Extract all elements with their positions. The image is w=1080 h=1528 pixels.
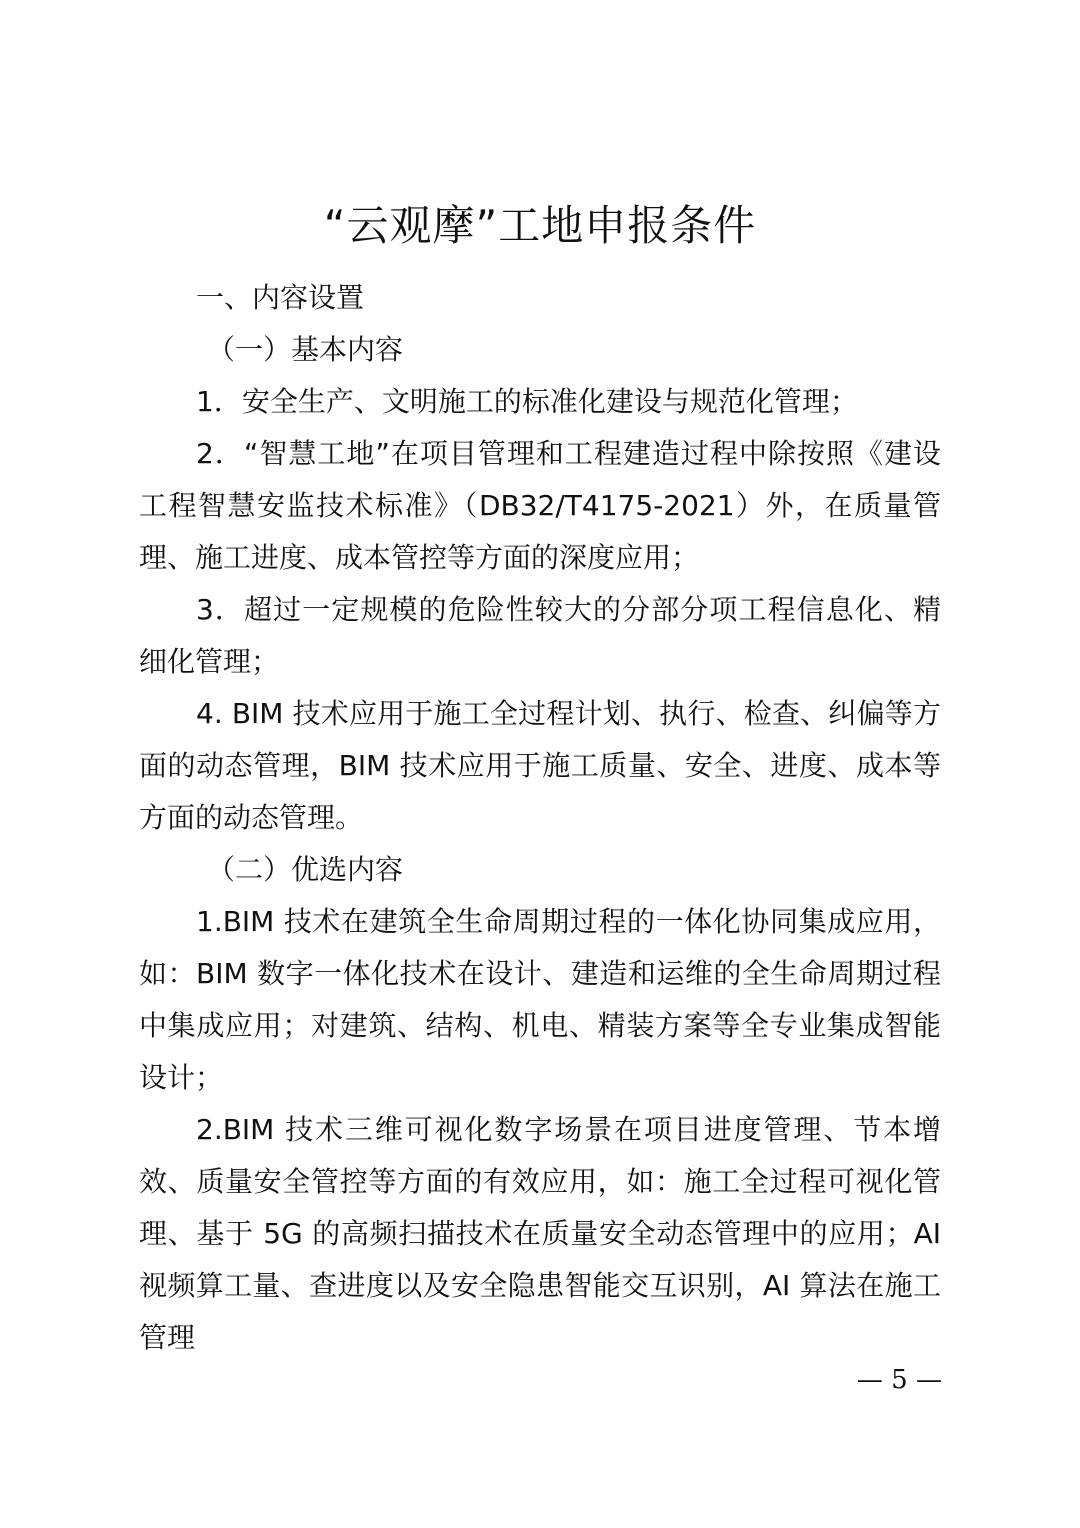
- subsection-heading-optional: （二）优选内容: [207, 853, 404, 886]
- optional-item-2: 2.BIM 技术三维可视化数字场景在项目进度管理、节本增效、质量安全管控等方面的有效应用，如：施工全过程可视化管理、基于 5G 的高频扫描技术在质量安全动态管理中的应用；AI 视频算工量、查进度以及安全隐患智能交互识别，AI 算法在施工管理: [139, 1113, 941, 1354]
- document-body: [139, 272, 941, 1364]
- section-heading-content-settings: 一、内容设置: [196, 281, 365, 314]
- page-number: — 5 —: [856, 1365, 942, 1395]
- basic-item-2: 2．“智慧工地”在项目管理和工程建造过程中除按照《建设工程智慧安监技术标准》（DB32/T4175-2021）外，在质量管理、施工进度、成本管控等方面的深度应用；: [139, 437, 941, 574]
- basic-item-1: 1．安全生产、文明施工的标准化建设与规范化管理；: [196, 385, 858, 418]
- page-title: “云观摩”工地申报条件: [323, 201, 757, 250]
- basic-item-3: 3．超过一定规模的危险性较大的分部分项工程信息化、精细化管理；: [139, 593, 941, 678]
- subsection-heading-basic: （一）基本内容: [207, 333, 404, 366]
- optional-item-1: 1.BIM 技术在建筑全生命周期过程的一体化协同集成应用，如：BIM 数字一体化技术在设计、建造和运维的全生命周期过程中集成应用；对建筑、结构、机电、精装方案等全专业集成智能设计；: [139, 905, 941, 1094]
- basic-item-4: 4. BIM 技术应用于施工全过程计划、执行、检查、纠偏等方面的动态管理，BIM 技术应用于施工质量、安全、进度、成本等方面的动态管理。: [139, 697, 941, 834]
